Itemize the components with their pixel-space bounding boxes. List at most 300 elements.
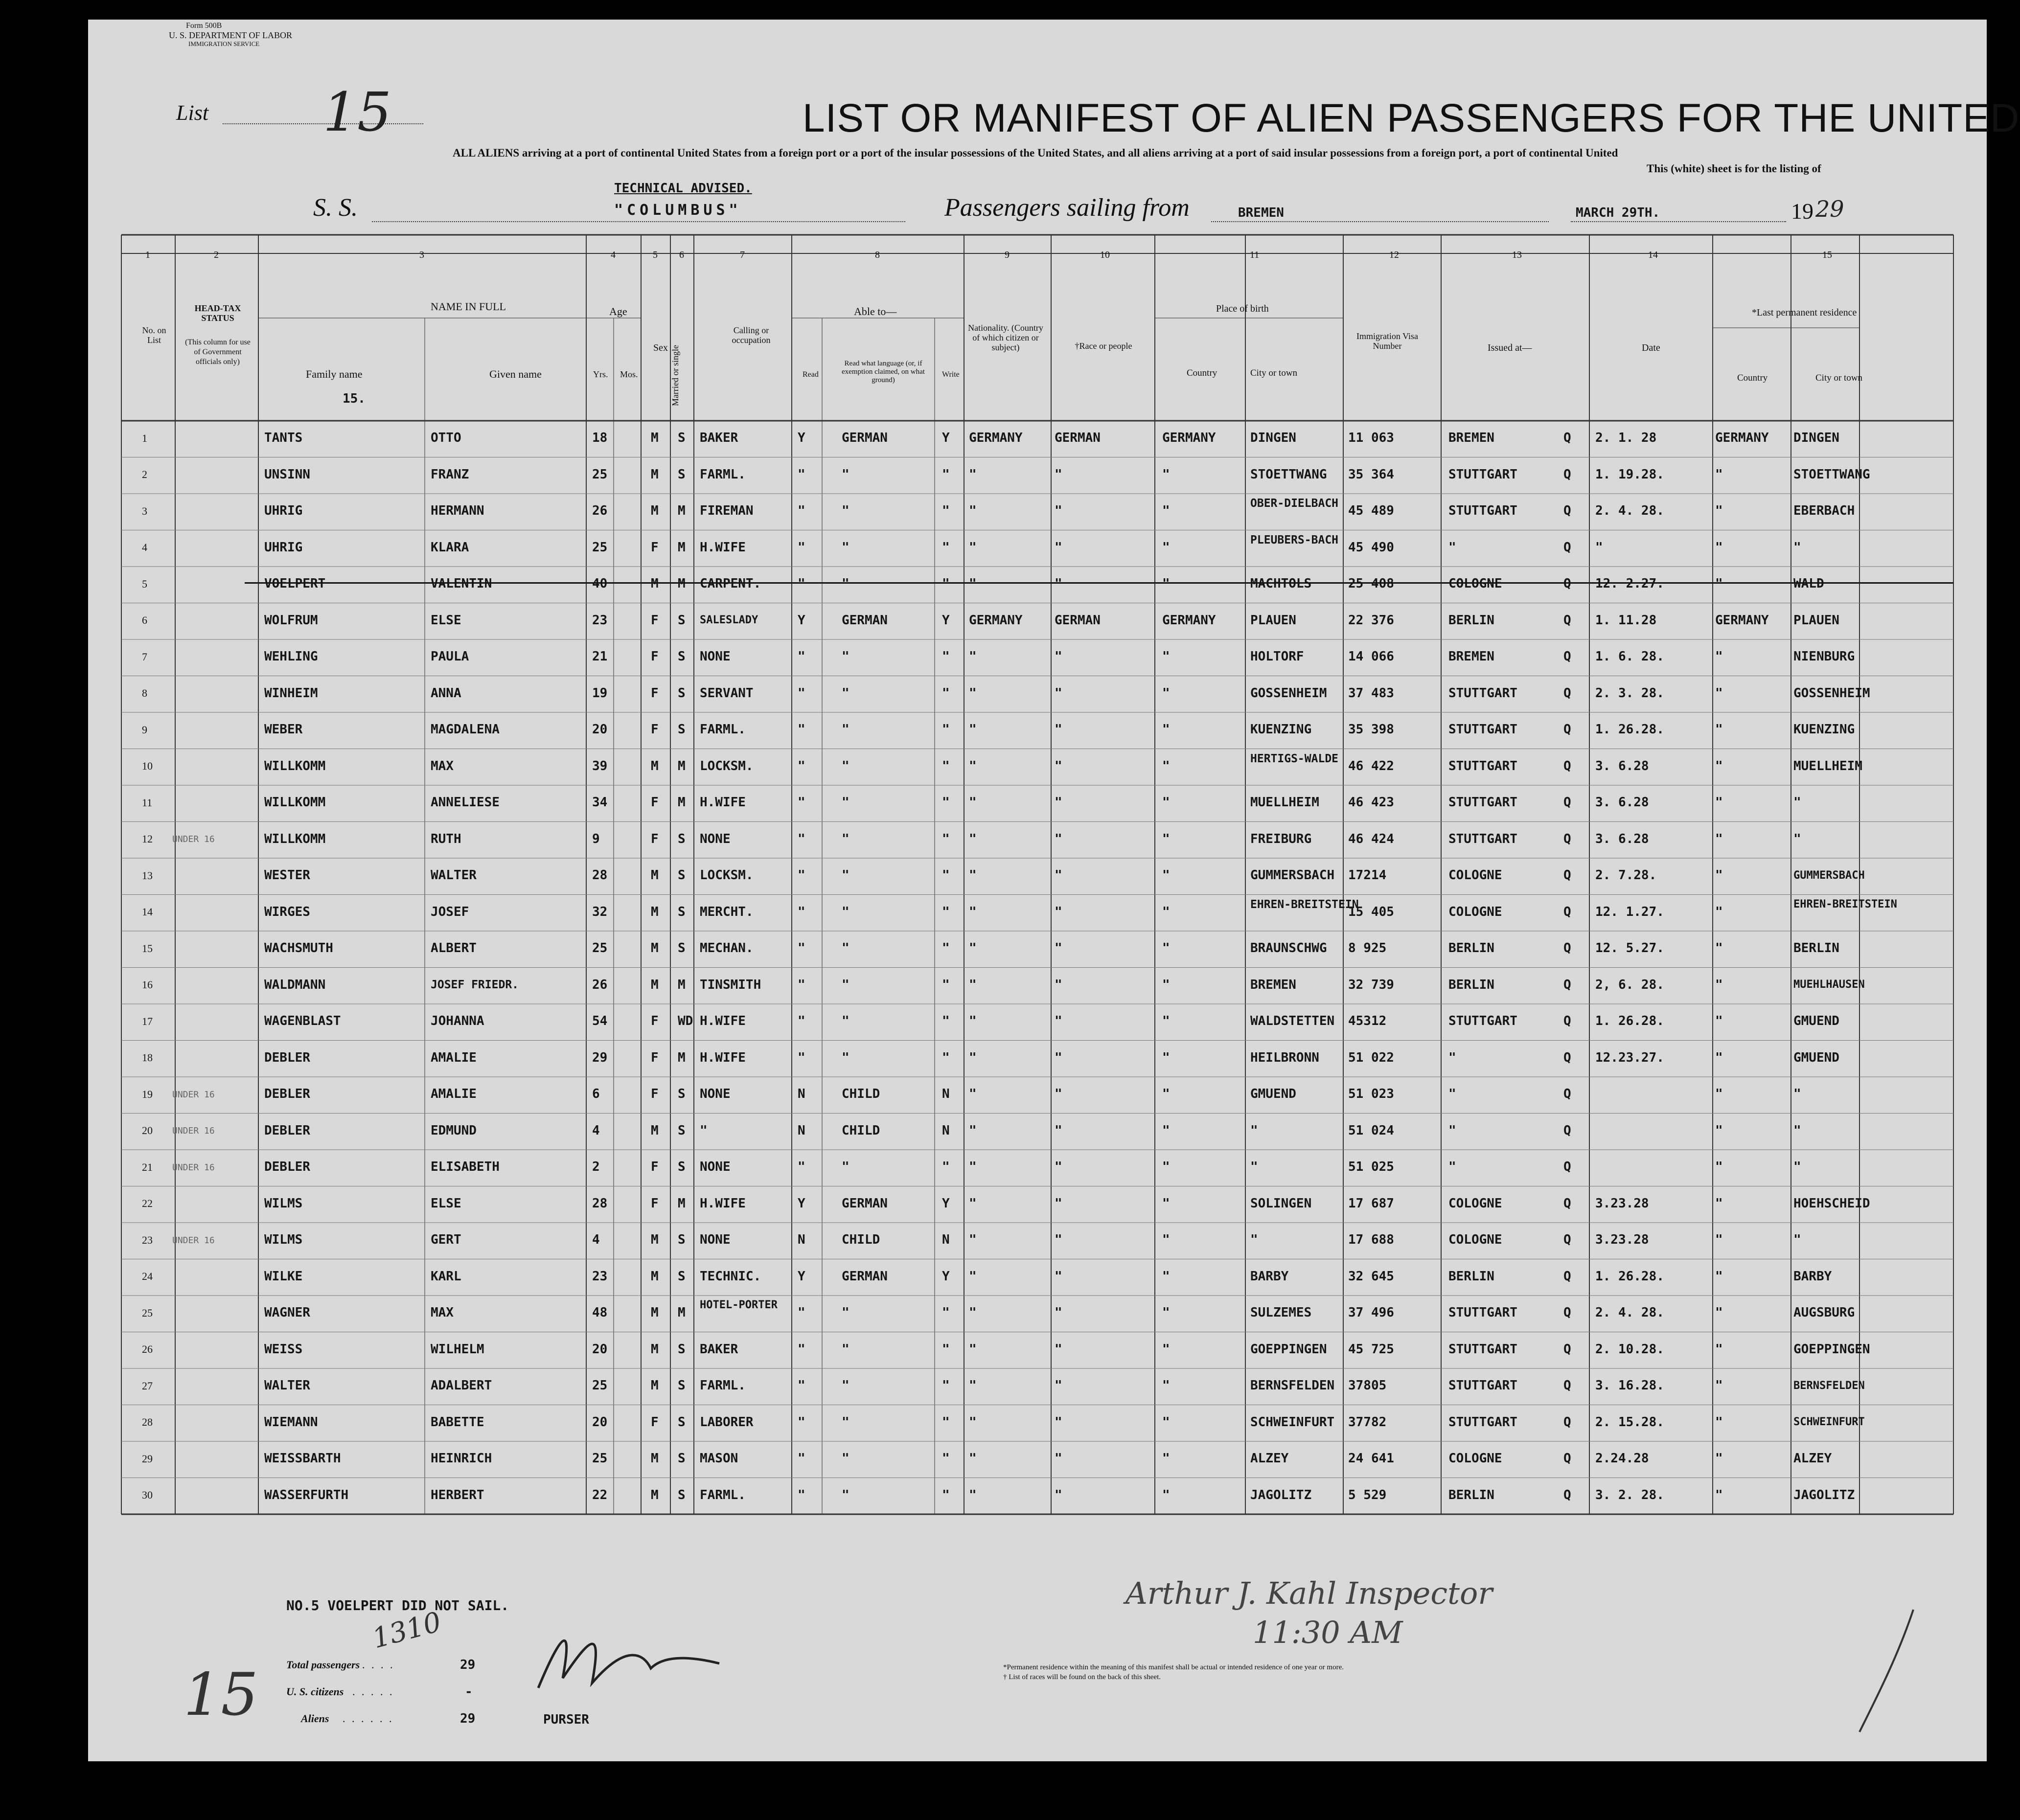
family-name: WIRGES xyxy=(264,904,310,919)
can-read: " xyxy=(798,1378,805,1393)
residence-country: " xyxy=(1715,1269,1723,1284)
sex: F xyxy=(651,685,659,701)
nationality: " xyxy=(969,977,977,992)
row-number: 29 xyxy=(142,1452,153,1465)
residence-city: " xyxy=(1793,831,1801,846)
issued-at: STUTTGART xyxy=(1448,831,1517,846)
row-number: 24 xyxy=(142,1270,153,1283)
residence-country: " xyxy=(1715,758,1723,774)
row-number: 12 xyxy=(142,833,153,845)
sex: M xyxy=(651,1451,659,1466)
nationality: " xyxy=(969,1342,977,1357)
age-years: 23 xyxy=(592,1269,608,1284)
family-name: WILMS xyxy=(264,1232,303,1248)
residence-country: GERMANY xyxy=(1715,431,1769,446)
birth-city: GOSSENHEIM xyxy=(1250,685,1327,701)
issued-at: STUTTGART xyxy=(1448,1014,1517,1029)
issued-at: COLOGNE xyxy=(1448,1232,1502,1248)
sex: M xyxy=(651,977,659,992)
marital-status: S xyxy=(678,613,686,628)
read-language: " xyxy=(842,795,849,810)
header-head-tax: HEAD-TAX STATUS xyxy=(194,303,241,323)
read-language: " xyxy=(842,467,849,482)
can-read: Y xyxy=(798,613,805,628)
race: " xyxy=(1055,649,1062,664)
header-no-on-list: No. on List xyxy=(142,325,166,345)
quota-mark: Q xyxy=(1563,831,1571,846)
birth-country: " xyxy=(1162,1305,1170,1320)
column-number: 9 xyxy=(1005,250,1010,260)
visa-date: 3.23.28 xyxy=(1595,1232,1649,1248)
family-name: WESTER xyxy=(264,868,310,883)
residence-country: " xyxy=(1715,1087,1723,1102)
residence-city: ALZEY xyxy=(1793,1451,1832,1466)
birth-country: " xyxy=(1162,503,1170,519)
read-language: " xyxy=(842,1414,849,1430)
header-place-of-birth: Place of birth xyxy=(1216,303,1269,314)
residence-city: NIENBURG xyxy=(1793,649,1855,664)
residence-city: GMUEND xyxy=(1793,1050,1839,1065)
residence-city: MUEHLHAUSEN xyxy=(1793,978,1865,991)
quota-mark: Q xyxy=(1563,1160,1571,1175)
can-read: " xyxy=(798,831,805,846)
visa-number: 22 376 xyxy=(1348,613,1394,628)
given-name: BABETTE xyxy=(431,1414,484,1430)
race: " xyxy=(1055,1087,1062,1102)
quota-mark: Q xyxy=(1563,613,1571,628)
list-label: List xyxy=(176,101,209,125)
marital-status: S xyxy=(678,868,686,883)
column-number: 11 xyxy=(1250,250,1260,260)
residence-country: " xyxy=(1715,1160,1723,1175)
head-tax-status: UNDER 16 xyxy=(172,1162,215,1173)
visa-number: 37 483 xyxy=(1348,685,1394,701)
residence-city: " xyxy=(1793,540,1801,555)
birth-city: " xyxy=(1250,1232,1258,1248)
issued-at: COLOGNE xyxy=(1448,904,1502,919)
family-name: WIEMANN xyxy=(264,1414,318,1430)
sex: M xyxy=(651,1269,659,1284)
birth-country: " xyxy=(1162,685,1170,701)
birth-city: BARBY xyxy=(1250,1269,1289,1284)
family-name: WALDMANN xyxy=(264,977,326,992)
residence-city: STOETTWANG xyxy=(1793,467,1870,482)
birth-city: DINGEN xyxy=(1250,431,1296,446)
read-language: " xyxy=(842,1050,849,1065)
age-years: 28 xyxy=(592,1196,608,1211)
birth-city: FREIBURG xyxy=(1250,831,1312,846)
visa-date: 12.23.27. xyxy=(1595,1050,1664,1065)
header-age: Age xyxy=(609,305,627,318)
sailing-date: MARCH 29TH. xyxy=(1576,205,1660,220)
row-number: 18 xyxy=(142,1051,153,1064)
issued-at: " xyxy=(1448,1087,1456,1102)
nationality: " xyxy=(969,904,977,919)
birth-city: " xyxy=(1250,1123,1258,1138)
marital-status: M xyxy=(678,1196,686,1211)
issued-at: " xyxy=(1448,540,1456,555)
race: " xyxy=(1055,1050,1062,1065)
residence-country: " xyxy=(1715,1451,1723,1466)
visa-date: 3. 16.28. xyxy=(1595,1378,1664,1393)
family-name: WOLFRUM xyxy=(264,613,318,628)
row-number: 20 xyxy=(142,1124,153,1137)
occupation: H.WIFE xyxy=(700,1050,746,1065)
age-years: 25 xyxy=(592,467,608,482)
residence-country: " xyxy=(1715,1232,1723,1248)
page-title: LIST OR MANIFEST OF ALIEN PASSENGERS FOR THE UNITED xyxy=(803,96,2020,140)
family-name: VOELPERT xyxy=(264,576,326,592)
visa-number: 17 688 xyxy=(1348,1232,1394,1248)
residence-city: JAGOLITZ xyxy=(1793,1487,1855,1502)
occupation: H.WIFE xyxy=(700,540,746,555)
birth-country: GERMANY xyxy=(1162,613,1216,628)
birth-country: " xyxy=(1162,1014,1170,1029)
birth-country: " xyxy=(1162,467,1170,482)
issued-at: " xyxy=(1448,1050,1456,1065)
column-number: 8 xyxy=(875,250,880,260)
row-number: 1 xyxy=(142,432,147,444)
can-read: N xyxy=(798,1087,805,1102)
occupation: NONE xyxy=(700,649,731,664)
residence-country: " xyxy=(1715,1378,1723,1393)
visa-number: 46 422 xyxy=(1348,758,1394,774)
nationality: GERMANY xyxy=(969,613,1023,628)
race: GERMAN xyxy=(1055,613,1101,628)
row-number: 6 xyxy=(142,614,147,627)
residence-city: BERNSFELDEN xyxy=(1793,1379,1865,1392)
age-years: 26 xyxy=(592,977,608,992)
family-name: WEHLING xyxy=(264,649,318,664)
can-read: " xyxy=(798,977,805,992)
visa-date: 1. 26.28. xyxy=(1595,1014,1664,1029)
race: " xyxy=(1055,576,1062,592)
issued-at: " xyxy=(1448,1160,1456,1175)
issued-at: STUTTGART xyxy=(1448,1305,1517,1320)
age-years: 29 xyxy=(592,1050,608,1065)
total-value: 29 xyxy=(460,1658,476,1672)
header-mos: Mos. xyxy=(620,369,638,379)
residence-city: DINGEN xyxy=(1793,431,1839,446)
birth-country: " xyxy=(1162,1087,1170,1102)
can-read: " xyxy=(798,1451,805,1466)
visa-number: 46 424 xyxy=(1348,831,1394,846)
can-read: N xyxy=(798,1123,805,1138)
row-number: 7 xyxy=(142,650,147,663)
port: BREMEN xyxy=(1238,205,1284,220)
residence-country: " xyxy=(1715,467,1723,482)
age-years: 25 xyxy=(592,540,608,555)
can-write: " xyxy=(942,904,950,919)
sex: M xyxy=(651,1123,659,1138)
column-number: 5 xyxy=(653,250,658,260)
age-years: 6 xyxy=(592,1087,600,1102)
quota-mark: Q xyxy=(1563,1014,1571,1029)
sex: M xyxy=(651,868,659,883)
header-name-in-full: NAME IN FULL xyxy=(431,300,506,313)
marital-status: M xyxy=(678,540,686,555)
citizens-value: - xyxy=(465,1684,473,1699)
birth-city: PLEUBERS-BACH xyxy=(1250,533,1339,546)
given-name: HERBERT xyxy=(431,1487,484,1502)
residence-country: " xyxy=(1715,904,1723,919)
can-write: Y xyxy=(942,1269,950,1284)
sailing-label: Passengers sailing from xyxy=(944,194,1190,222)
age-years: 20 xyxy=(592,722,608,737)
visa-number: 37805 xyxy=(1348,1378,1387,1393)
birth-city: OBER-DIELBACH xyxy=(1250,497,1339,510)
birth-city: ALZEY xyxy=(1250,1451,1289,1466)
quota-mark: Q xyxy=(1563,1087,1571,1102)
quota-mark: Q xyxy=(1563,576,1571,592)
residence-city: GOEPPINGEN xyxy=(1793,1342,1870,1357)
family-name: WILMS xyxy=(264,1196,303,1211)
sex: F xyxy=(651,540,659,555)
visa-date: 2. 3. 28. xyxy=(1595,685,1664,701)
header-able-to: Able to— xyxy=(854,305,897,318)
family-name: WACHSMUTH xyxy=(264,941,333,956)
sex: M xyxy=(651,1305,659,1320)
birth-city: BRAUNSCHWG xyxy=(1250,941,1327,956)
occupation: FARML. xyxy=(700,467,746,482)
family-name: WILLKOMM xyxy=(264,758,326,774)
aliens-value: 29 xyxy=(460,1711,476,1726)
row-number: 22 xyxy=(142,1197,153,1210)
read-language: " xyxy=(842,1160,849,1175)
marital-status: S xyxy=(678,904,686,919)
given-name: WALTER xyxy=(431,868,477,883)
can-write: " xyxy=(942,685,950,701)
year-print: 19 xyxy=(1791,199,1813,224)
birth-country: " xyxy=(1162,977,1170,992)
marital-status: M xyxy=(678,503,686,519)
can-read: Y xyxy=(798,1269,805,1284)
residence-country: GERMANY xyxy=(1715,613,1769,628)
age-years: 48 xyxy=(592,1305,608,1320)
birth-country: " xyxy=(1162,1378,1170,1393)
total-label: Total passengers xyxy=(286,1659,360,1671)
quota-mark: Q xyxy=(1563,540,1571,555)
birth-city: GUMMERSBACH xyxy=(1250,868,1335,883)
race: " xyxy=(1055,1487,1062,1502)
residence-city: " xyxy=(1793,795,1801,810)
read-language: CHILD xyxy=(842,1087,880,1102)
can-write: " xyxy=(942,795,950,810)
birth-city: BREMEN xyxy=(1250,977,1296,992)
residence-country: " xyxy=(1715,1305,1723,1320)
header-sex: Sex xyxy=(653,342,668,353)
can-read: N xyxy=(798,1232,805,1248)
ship-name: "COLUMBUS" xyxy=(614,202,742,219)
age-years: 4 xyxy=(592,1123,600,1138)
can-read: " xyxy=(798,503,805,519)
marital-status: S xyxy=(678,1414,686,1430)
row-number: 11 xyxy=(142,796,153,809)
can-read: " xyxy=(798,1014,805,1029)
family-name: UHRIG xyxy=(264,540,303,555)
header-married: Married or single xyxy=(670,345,680,406)
occupation: H.WIFE xyxy=(700,795,746,810)
visa-date: 12. 5.27. xyxy=(1595,941,1664,956)
footnote-2: † List of races will be found on the back of this sheet. xyxy=(1003,1673,1161,1681)
quota-mark: Q xyxy=(1563,904,1571,919)
age-years: 2 xyxy=(592,1160,600,1175)
birth-city: WALDSTETTEN xyxy=(1250,1014,1335,1029)
given-name: PAULA xyxy=(431,649,469,664)
age-years: 18 xyxy=(592,431,608,446)
residence-city: PLAUEN xyxy=(1793,613,1839,628)
visa-number: 45 489 xyxy=(1348,503,1394,519)
form-number: Form 500B xyxy=(186,22,222,30)
residence-city: EHREN-BREITSTEIN xyxy=(1793,898,1897,910)
row-number: 5 xyxy=(142,577,147,590)
visa-date: 2. 4. 28. xyxy=(1595,1305,1664,1320)
visa-number: 51 024 xyxy=(1348,1123,1394,1138)
visa-date: 3. 6.28 xyxy=(1595,758,1649,774)
nationality: " xyxy=(969,1414,977,1430)
nationality: " xyxy=(969,1087,977,1102)
sex: M xyxy=(651,503,659,519)
marital-status: S xyxy=(678,685,686,701)
quota-mark: Q xyxy=(1563,1050,1571,1065)
age-years: 54 xyxy=(592,1014,608,1029)
can-read: " xyxy=(798,1414,805,1430)
marital-status: S xyxy=(678,1342,686,1357)
given-name: ELISABETH xyxy=(431,1160,500,1175)
quota-mark: Q xyxy=(1563,1305,1571,1320)
given-name: ADALBERT xyxy=(431,1378,492,1393)
header-family-sub: 15. xyxy=(343,391,366,406)
visa-date: 2. 4. 28. xyxy=(1595,503,1664,519)
nationality: " xyxy=(969,1050,977,1065)
marital-status: M xyxy=(678,1305,686,1320)
given-name: ELSE xyxy=(431,613,461,628)
residence-country: " xyxy=(1715,540,1723,555)
column-number: 12 xyxy=(1389,250,1399,260)
race: " xyxy=(1055,1160,1062,1175)
row-number: 28 xyxy=(142,1416,153,1429)
visa-number: 51 025 xyxy=(1348,1160,1394,1175)
left-handwritten-number: 15 xyxy=(184,1661,258,1729)
sex: M xyxy=(651,758,659,774)
can-write: Y xyxy=(942,1196,950,1211)
visa-date: 2, 6. 28. xyxy=(1595,977,1664,992)
age-years: 32 xyxy=(592,904,608,919)
visa-number: 5 529 xyxy=(1348,1487,1387,1502)
occupation: BAKER xyxy=(700,431,738,446)
residence-city: " xyxy=(1793,1160,1801,1175)
sex: F xyxy=(651,722,659,737)
occupation: LABORER xyxy=(700,1414,754,1430)
row-number: 26 xyxy=(142,1343,153,1356)
nationality: " xyxy=(969,540,977,555)
race: " xyxy=(1055,540,1062,555)
sex: F xyxy=(651,1160,659,1175)
row-number: 13 xyxy=(142,869,153,882)
head-tax-status: UNDER 16 xyxy=(172,834,215,845)
row-number: 19 xyxy=(142,1088,153,1100)
issued-at: STUTTGART xyxy=(1448,503,1517,519)
nationality: GERMANY xyxy=(969,431,1023,446)
visa-date: 1. 26.28. xyxy=(1595,722,1664,737)
read-language: " xyxy=(842,868,849,883)
sex: M xyxy=(651,1232,659,1248)
birth-country: " xyxy=(1162,1050,1170,1065)
visa-date: " xyxy=(1595,540,1603,555)
issued-at: COLOGNE xyxy=(1448,868,1502,883)
given-name: GERT xyxy=(431,1232,461,1248)
birth-country: " xyxy=(1162,795,1170,810)
issued-at: COLOGNE xyxy=(1448,1451,1502,1466)
subtitle: ALL ALIENS arriving at a port of continental United States from a foreign port or a port of the insular possessions of the United States, and all aliens arriving at a port of said insular possessions from a foreign port, a port of continental United xyxy=(453,147,1618,159)
quota-mark: Q xyxy=(1563,868,1571,883)
birth-country: " xyxy=(1162,540,1170,555)
row-number: 17 xyxy=(142,1015,153,1027)
birth-country: " xyxy=(1162,868,1170,883)
residence-country: " xyxy=(1715,685,1723,701)
age-years: 28 xyxy=(592,868,608,883)
visa-date: 1. 6. 28. xyxy=(1595,649,1664,664)
marital-status: M xyxy=(678,977,686,992)
citizens-label: U. S. citizens xyxy=(286,1685,344,1698)
residence-city: EBERBACH xyxy=(1793,503,1855,519)
birth-country: " xyxy=(1162,1269,1170,1284)
header-birth-city: City or town xyxy=(1250,368,1298,378)
quota-mark: Q xyxy=(1563,503,1571,519)
row-number: 30 xyxy=(142,1489,153,1502)
can-read: " xyxy=(798,576,805,592)
visa-number: 51 023 xyxy=(1348,1087,1394,1102)
visa-date: 2. 7.28. xyxy=(1595,868,1657,883)
residence-country: " xyxy=(1715,977,1723,992)
residence-country: " xyxy=(1715,576,1723,592)
ship-note: TECHNICAL ADVISED. xyxy=(614,181,752,196)
column-number: 2 xyxy=(214,250,219,260)
quota-mark: Q xyxy=(1563,1232,1571,1248)
birth-city: HEILBRONN xyxy=(1250,1050,1319,1065)
residence-city: BERLIN xyxy=(1793,941,1839,956)
birth-country: " xyxy=(1162,1487,1170,1502)
sex: F xyxy=(651,831,659,846)
marital-status: M xyxy=(678,795,686,810)
sex: F xyxy=(651,1196,659,1211)
read-language: " xyxy=(842,722,849,737)
race: " xyxy=(1055,1269,1062,1284)
can-write: N xyxy=(942,1232,950,1248)
given-name: OTTO xyxy=(431,431,461,446)
sex: F xyxy=(651,649,659,664)
visa-number: 17214 xyxy=(1348,868,1387,883)
header-family-name: Family name xyxy=(306,368,363,380)
birth-city: GMUEND xyxy=(1250,1087,1296,1102)
issued-at: BERLIN xyxy=(1448,1269,1494,1284)
occupation: FIREMAN xyxy=(700,503,754,519)
can-read: " xyxy=(798,1342,805,1357)
sex: M xyxy=(651,576,659,592)
birth-city: GOEPPINGEN xyxy=(1250,1342,1327,1357)
sex: M xyxy=(651,1342,659,1357)
nationality: " xyxy=(969,868,977,883)
can-read: " xyxy=(798,904,805,919)
header-issued-at: Issued at— xyxy=(1488,342,1532,353)
family-name: DEBLER xyxy=(264,1160,310,1175)
family-name: WAGNER xyxy=(264,1305,310,1320)
head-tax-status: UNDER 16 xyxy=(172,1126,215,1137)
residence-city: BARBY xyxy=(1793,1269,1832,1284)
race: " xyxy=(1055,1342,1062,1357)
read-language: " xyxy=(842,977,849,992)
header-visa: Immigration Visa Number xyxy=(1356,331,1419,351)
